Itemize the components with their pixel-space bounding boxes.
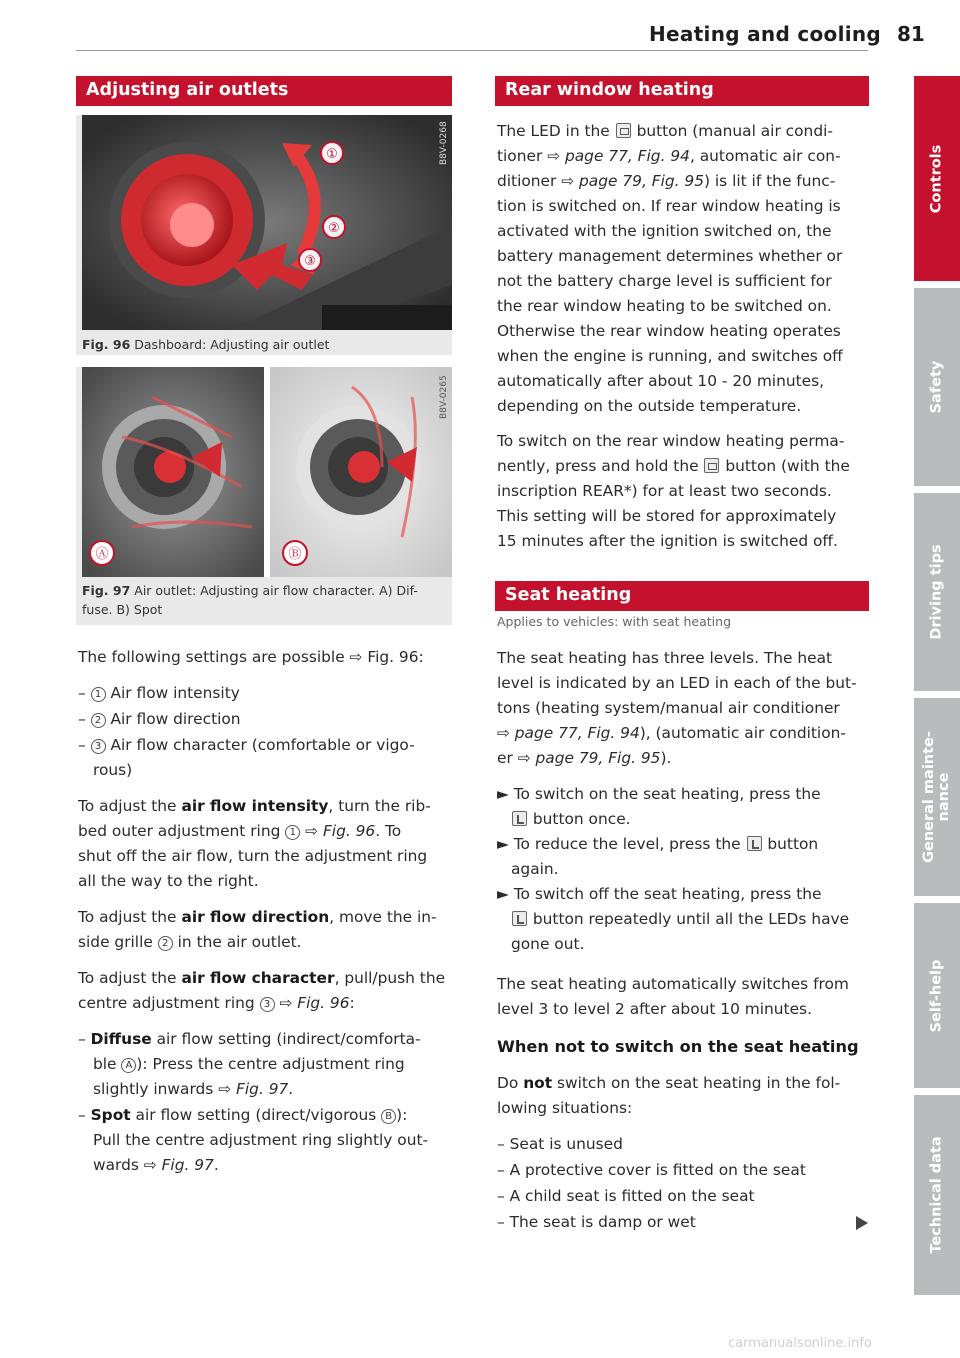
circ-2-inline: 2 [158,936,173,951]
rp1-t14: when the engine is running, and switches off [497,347,843,365]
rp1-t13: Otherwise the rear window heating operates [497,322,841,340]
list-item-3-text: Air flow character (comfortable or vigo- [110,736,415,754]
fig97-caption-line2: fuse. B) Spot [82,602,163,617]
rear-window-button-icon [616,123,631,138]
para-direction [78,905,454,955]
when-item-3-text: A child seat is fitted on the seat [509,1187,755,1205]
spot-t2: ): [396,1106,408,1124]
diffuse-t6: . [288,1080,294,1098]
page-number: 81 [897,22,925,46]
fig97-code: B8V-0265 [439,375,449,419]
wi-bold: not [523,1074,553,1092]
rp1-t12: the rear window heating to be switched on. [497,297,832,315]
rear-window-button-icon-2 [704,458,719,473]
rp1-t8: tion is switched on. If rear window heating is [497,197,841,215]
sp1-t4: ), (automatic air condition- [639,724,846,742]
diffuse-t3: ): Press the centre adjustment ring [136,1055,405,1073]
rp1-t1: button (manual air condi- [636,122,833,140]
diffuse-item: – Diffuse air flow setting (indirect/comforta- ble A ): Press the centre adjustment ring slightly inwards ⇨ Fig. 97. [78,1030,421,1098]
list-item-1-text: Air flow intensity [110,684,240,702]
fig97-caption-line1: Air outlet: Adjusting air flow character. A) Dif- [134,583,418,598]
spot-bold: Spot [90,1106,131,1124]
wi-t2: switch on the seat heating in the fol- [556,1074,841,1092]
wi-t0: Do [497,1074,519,1092]
step-1-a: To switch on the seat heating, press the [513,785,821,803]
figure-97 [76,367,452,625]
rp1-ref2: ⇨ page 79, Fig. 95 [561,172,704,190]
seat-para-2 [497,972,869,1022]
fig96-caption [82,335,329,354]
step-2-a: To reduce the level, press the [513,835,741,853]
rp1-t10: battery management determines whether or [497,247,843,265]
tab-safety-label: Safety [928,360,945,414]
callout-1: ① [326,147,338,162]
tab-self-help-label: Self-help [928,959,945,1032]
sp1-t0: The seat heating has three levels. The heat [497,649,833,667]
rp1-t15: automatically after about 10 - 20 minutes, [497,372,825,390]
step-2-b: again. [511,860,559,878]
tab-driving-tips[interactable] [914,493,960,691]
watermark: carmanualsonline.info [728,1336,872,1351]
tab-controls[interactable] [914,76,960,281]
diffuse-t2: ble [93,1055,117,1073]
rp1-t2: tioner [497,147,543,165]
sp1-ref2: ⇨ page 79, Fig. 95 [517,749,661,767]
section-title-seat-heating: Seat heating [495,581,869,611]
when-item-2: – A protective cover is fitted on the seat [497,1161,806,1179]
spot-t1: air flow setting (direct/vigorous [135,1106,377,1124]
rp2-t5: 15 minutes after the ignition is switched off. [497,532,838,550]
fig96-image [82,115,452,330]
step-2: ► To reduce the level, press the button again. [497,835,819,878]
rp2-t0: To switch on the rear window heating perma- [497,432,845,450]
spot-t4: wards [93,1156,139,1174]
para-character [78,966,454,1016]
sp2-t1: level 3 to level 2 after about 10 minutes. [497,1000,812,1018]
callout-2: ② [328,221,340,236]
p1-t2: , turn the rib- [328,797,431,815]
p1-t0: To adjust the [78,797,177,815]
step-1: ► To switch on the seat heating, press the button once. [497,785,821,828]
p2-t0: To adjust the [78,908,177,926]
rear-para-2 [497,429,869,554]
diffuse-t1: air flow setting (indirect/comforta- [156,1030,421,1048]
seat-heating-button-icon-2 [747,836,762,851]
rp2-t3: inscription REAR*) for at least two seconds. [497,482,832,500]
running-header-title: Heating and cooling [649,22,882,46]
section-title-rear-window: Rear window heating [495,76,869,106]
tab-self-help[interactable] [914,903,960,1088]
figure-96 [76,115,452,355]
fig97-caption-label: Fig. 97 [82,583,131,598]
tab-general-maintenance-label: General mainte- nance [921,731,952,863]
wi-t3: lowing situations: [497,1099,633,1117]
list-item-2-text: Air flow direction [110,710,241,728]
seat-heating-button-icon-3 [512,911,527,926]
fig96-caption-label: Fig. 96 [82,337,131,352]
step-3-b: button repeatedly until all the LEDs have [532,910,850,928]
tab-technical-data-label: Technical data [928,1136,945,1254]
seat-heating-button-icon [512,811,527,826]
p1-t3: bed outer adjustment ring [78,822,281,840]
callout-3: ③ [304,254,316,269]
rp2-t2: button (with the [725,457,850,475]
p3-t2: , pull/push the [334,969,446,987]
step-2-a2: button [767,835,819,853]
step-3-a: To switch off the seat heating, press the [513,885,822,903]
p2-t4: in the air outlet. [177,933,302,951]
rp1-t0: The LED in the [497,122,610,140]
sp1-t1: level is indicated by an LED in each of the but- [497,674,857,692]
list-item-2: – 2 Air flow direction [78,710,241,728]
tab-technical-data[interactable] [914,1095,960,1295]
p1-t5: . To [375,822,402,840]
circ-3: 3 [91,739,106,754]
fig97-image [82,367,452,577]
tab-driving-tips-label: Driving tips [928,544,945,640]
rear-para-1 [497,119,869,419]
step-3-c: gone out. [511,935,585,953]
rp2-t1: nently, press and hold the [497,457,699,475]
step-3: ► To switch off the seat heating, press the button repeatedly until all the LEDs have gone out. [497,885,850,953]
circ-b-inline: B [381,1109,396,1124]
p2-t3: side grille [78,933,153,951]
rp1-t7: ) is lit if the func- [704,172,836,190]
rp1-t11: not the battery charge level is sufficient for [497,272,832,290]
fig97-caption [82,581,418,619]
spot-item: – Spot air flow setting (direct/vigorous B ): Pull the centre adjustment ring slightly out- wards ⇨ Fig. 97. [78,1106,429,1174]
para-intensity [78,794,454,894]
p2-bold: air flow direction [181,908,330,926]
circ-2: 2 [91,713,106,728]
when-item-4-text: The seat is damp or wet [509,1213,696,1231]
p1-bold: air flow intensity [181,797,329,815]
rp2-t4: This setting will be stored for approximately [497,507,837,525]
tab-controls-label: Controls [928,144,945,213]
label-b: Ⓑ [288,547,302,562]
rp1-t9: activated with the ignition switched on, the [497,222,832,240]
when-item-1: – Seat is unused [497,1135,623,1153]
sp2-t0: The seat heating automatically switches from [497,975,849,993]
spot-t6: . [213,1156,219,1174]
list-item-3: – 3 Air flow character (comfortable or vigo- [78,736,415,754]
fig96-code: B8V-0268 [439,121,449,165]
when-item-4: – The seat is damp or wet [497,1213,696,1231]
seat-para-1 [497,646,869,771]
rp1-t4: , automatic air con- [689,147,841,165]
list-item-1: – 1 Air flow intensity [78,684,240,702]
circ-a-inline: A [121,1058,136,1073]
circ-3-inline: 3 [260,997,275,1012]
tab-general-maintenance[interactable] [914,698,960,896]
p1-ref: ⇨ Fig. 96 [305,822,376,840]
subhead-when-not: When not to switch on the seat heating [497,1037,859,1056]
circ-1-inline: 1 [285,825,300,840]
sp1-t2: tons (heating system/manual air conditioner [497,699,840,717]
section-title-air-outlets: Adjusting air outlets [76,76,452,106]
diffuse-t4: slightly inwards [93,1080,214,1098]
p3-t3: centre adjustment ring [78,994,255,1012]
when-item-3: – A child seat is fitted on the seat [497,1187,755,1205]
intro-text: The following settings are possible ⇨ Fig. 96: [78,648,424,666]
spot-t3: Pull the centre adjustment ring slightly out- [93,1131,429,1149]
p1-t7: all the way to the right. [78,872,259,890]
list-item-3-cont: rous) [93,761,133,779]
when-item-1-text: Seat is unused [509,1135,623,1153]
rp1-ref1: ⇨ page 77, Fig. 94 [547,147,690,165]
circ-1: 1 [91,687,106,702]
p2-t2: , move the in- [329,908,437,926]
header-rule [76,50,868,51]
rp1-t5: ditioner [497,172,557,190]
rp1-t16: depending on the outside temperature. [497,397,802,415]
sp1-ref1: ⇨ page 77, Fig. 94 [497,724,640,742]
when-intro [497,1071,869,1121]
sp1-t7: ). [660,749,672,767]
p1-t6: shut off the air flow, turn the adjustment ring [78,847,428,865]
continue-arrow-icon [856,1216,868,1230]
fig96-caption-text: Dashboard: Adjusting air outlet [134,337,330,352]
diffuse-bold: Diffuse [90,1030,152,1048]
label-a: Ⓐ [95,547,109,562]
sp1-t5: er [497,749,513,767]
p3-t5: : [349,994,355,1012]
tab-safety[interactable] [914,288,960,486]
p3-t0: To adjust the [78,969,177,987]
when-item-2-text: A protective cover is fitted on the seat [509,1161,806,1179]
p3-bold: air flow character [181,969,335,987]
spot-ref: ⇨ Fig. 97 [143,1156,214,1174]
p3-ref: ⇨ Fig. 96 [279,994,350,1012]
step-1-b: button once. [532,810,631,828]
applies-to: Applies to vehicles: with seat heating [497,614,732,629]
diffuse-ref: ⇨ Fig. 97 [218,1080,289,1098]
